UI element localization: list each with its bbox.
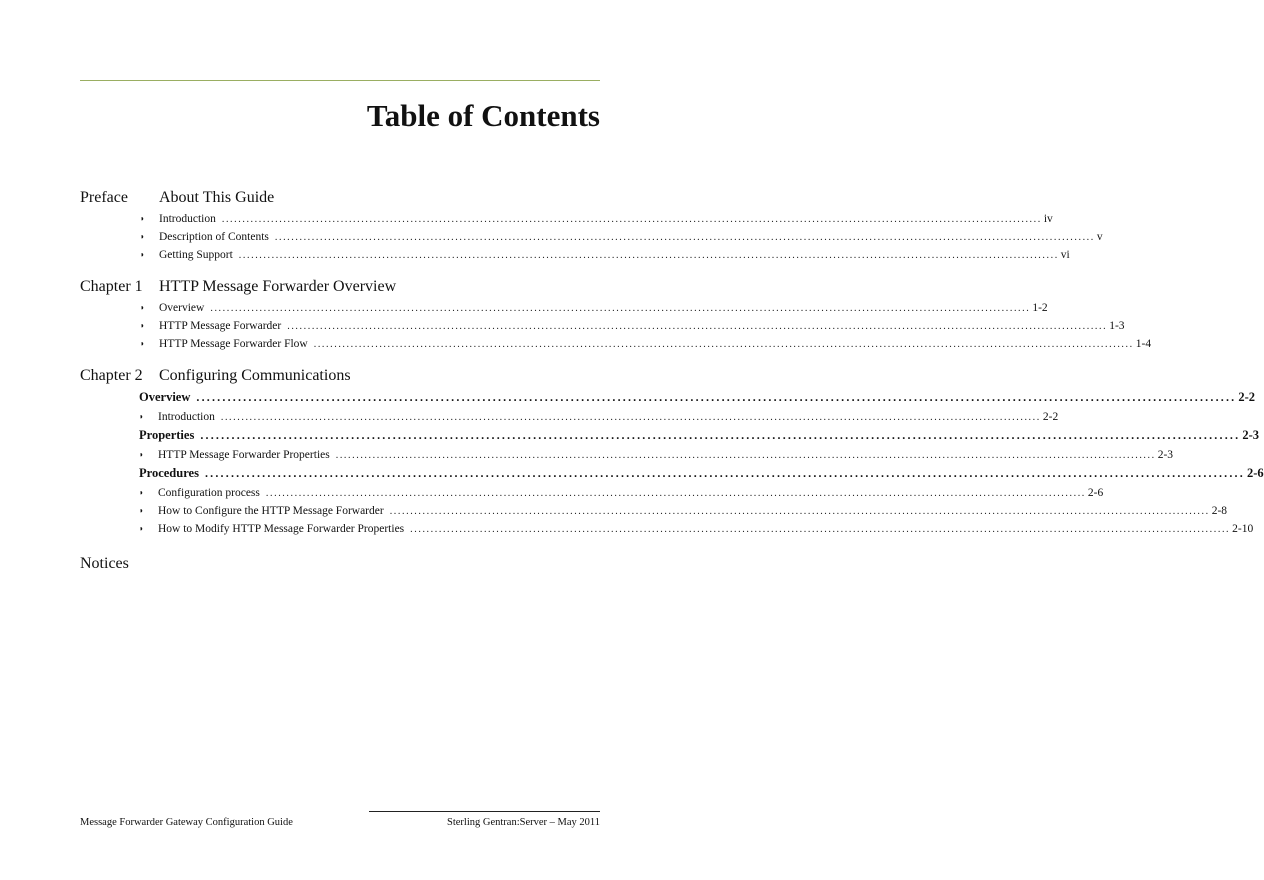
toc-entry-page: 2-6 (1087, 487, 1104, 499)
dot-leader: ........................................................................................................................................................................................................ (220, 412, 1041, 423)
bullet-arrow-icon: ◗ (140, 321, 145, 330)
footer-guide-title: Message Forwarder Gateway Configuration Guide (80, 817, 293, 828)
bullet-arrow-icon: ◗ (139, 412, 144, 421)
dot-leader: ........................................................................................................................................................................................................ (200, 428, 1241, 442)
section-title: Configuring Communications (159, 367, 351, 384)
toc-entry-page: 2-2 (1042, 411, 1059, 423)
dot-leader: ........................................................................................................................................................................................................ (265, 488, 1086, 499)
dot-leader: ........................................................................................................................................................................................................ (238, 250, 1059, 261)
toc-entry[interactable] (140, 301, 1048, 319)
toc-entry-label: Introduction (159, 213, 216, 225)
toc-entry-label: Introduction (158, 411, 215, 423)
section-label: Chapter 1 (80, 278, 143, 295)
bullet-arrow-icon: ◗ (140, 339, 145, 348)
toc-entry[interactable] (139, 504, 1228, 522)
section-label: Notices (80, 555, 129, 572)
toc-section-notices (80, 554, 600, 578)
toc-entry-label: How to Modify HTTP Message Forwarder Properties (158, 523, 405, 535)
toc-entry[interactable] (139, 522, 1254, 540)
dot-leader: ........................................................................................................................................................................................................ (221, 214, 1042, 225)
toc-entry[interactable] (140, 212, 1053, 230)
footer-product-date: Sterling Gentran:Server – May 2011 (447, 817, 600, 828)
toc-entry-list (140, 212, 1103, 266)
bullet-arrow-icon: ◗ (139, 524, 144, 533)
toc-section-chapter-2 (80, 366, 1264, 540)
toc-entry-page: 2-2 (1238, 390, 1256, 404)
toc-entry-label: Overview (159, 302, 205, 314)
toc-entry-page: v (1096, 231, 1103, 243)
toc-entry-page: vi (1060, 249, 1070, 261)
bullet-arrow-icon: ◗ (139, 450, 144, 459)
dot-leader: ........................................................................................................................................................................................................ (274, 232, 1095, 243)
toc-entry-label: HTTP Message Forwarder (159, 320, 282, 332)
toc-entry[interactable] (140, 230, 1103, 248)
toc-entry-list (139, 390, 1264, 540)
bullet-arrow-icon: ◗ (140, 250, 145, 259)
toc-entry-page: 2-8 (1211, 505, 1228, 517)
bullet-arrow-icon: ◗ (140, 232, 145, 241)
dot-leader: ........................................................................................................................................................................................................ (410, 524, 1231, 535)
section-heading[interactable] (80, 554, 600, 578)
dot-leader: ........................................................................................................................................................................................................ (210, 303, 1031, 314)
toc-entry-page: 2-3 (1157, 449, 1174, 461)
toc-entry-page: 1-4 (1135, 338, 1152, 350)
toc-entry[interactable] (140, 337, 1152, 355)
toc-entry[interactable] (140, 248, 1070, 266)
section-title: About This Guide (159, 189, 275, 206)
toc-major-entry[interactable] (139, 428, 1259, 448)
dot-leader: ........................................................................................................................................................................................................ (196, 390, 1237, 404)
toc-entry-page: 1-2 (1032, 302, 1048, 314)
toc-entry-page: 2-10 (1232, 523, 1254, 535)
dot-leader: ........................................................................................................................................................................................................ (335, 450, 1156, 461)
section-heading[interactable] (80, 188, 600, 212)
bullet-arrow-icon: ◗ (139, 506, 144, 515)
section-label: Preface (80, 189, 128, 206)
dot-leader: ........................................................................................................................................................................................................ (313, 339, 1134, 350)
bullet-arrow-icon: ◗ (140, 214, 145, 223)
toc-major-entry[interactable] (139, 390, 1256, 410)
dot-leader: ........................................................................................................................................................................................................ (204, 466, 1245, 480)
toc-entry[interactable] (139, 448, 1174, 466)
dot-leader: ........................................................................................................................................................................................................ (287, 321, 1108, 332)
toc-entry-label: Overview (139, 390, 191, 404)
toc-entry-label: How to Configure the HTTP Message Forwarder (158, 505, 384, 517)
footer-rule (369, 811, 600, 812)
toc-entry[interactable] (139, 410, 1059, 428)
section-label: Chapter 2 (80, 367, 143, 384)
toc-entry-label: Description of Contents (159, 231, 269, 243)
toc-entry-label: Configuration process (158, 487, 260, 499)
toc-entry[interactable] (139, 486, 1104, 504)
toc-entry[interactable] (140, 319, 1125, 337)
toc-major-entry[interactable] (139, 466, 1264, 486)
section-title: HTTP Message Forwarder Overview (159, 278, 397, 295)
toc-entry-label: Properties (139, 428, 195, 442)
bullet-arrow-icon: ◗ (139, 488, 144, 497)
toc-entry-page: 1-3 (1109, 320, 1125, 332)
toc-entry-label: HTTP Message Forwarder Flow (159, 338, 308, 350)
toc-section-preface (80, 188, 1103, 266)
page-title: Table of Contents (366, 98, 600, 133)
toc-entry-page: 2-3 (1242, 428, 1259, 442)
header-rule (80, 80, 600, 81)
toc-entry-page: 2-6 (1246, 466, 1264, 480)
section-heading[interactable] (80, 366, 600, 390)
toc-entry-label: HTTP Message Forwarder Properties (158, 449, 330, 461)
toc-section-chapter-1 (80, 277, 1152, 355)
toc-entry-label: Procedures (139, 466, 199, 480)
toc-entry-label: Getting Support (159, 249, 233, 261)
toc-entry-page: iv (1043, 213, 1053, 225)
bullet-arrow-icon: ◗ (140, 303, 145, 312)
section-heading[interactable] (80, 277, 600, 301)
toc-entry-list (140, 301, 1152, 355)
dot-leader: ........................................................................................................................................................................................................ (389, 506, 1210, 517)
